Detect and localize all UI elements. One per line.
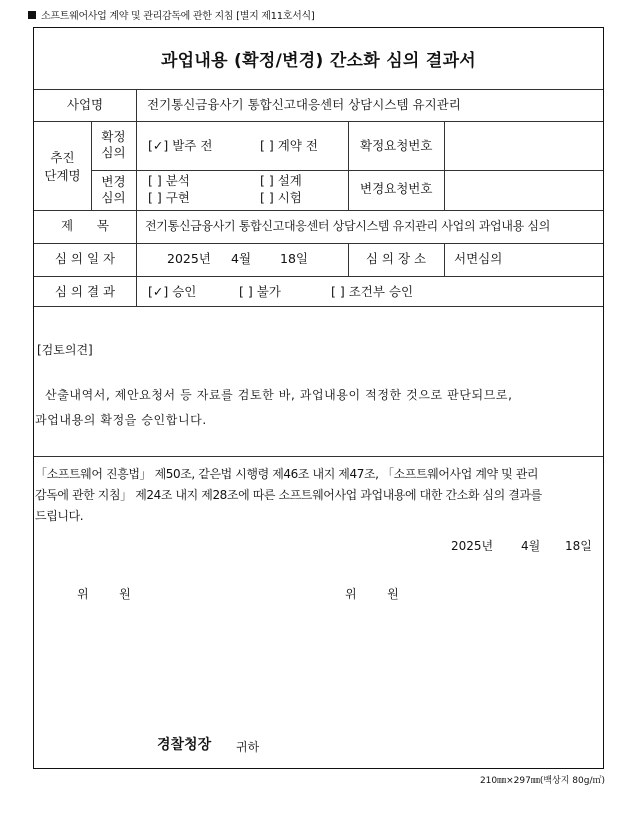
square-bullet-icon bbox=[28, 11, 36, 19]
confirm-checkbox-before-contract[interactable]: [ ] 계약 전 bbox=[260, 138, 318, 153]
form-reference bbox=[28, 7, 314, 22]
opinion-line2: 과업내용의 확정을 승인합니다. bbox=[35, 413, 207, 427]
law-line3: 드립니다. bbox=[35, 509, 84, 523]
result-checkbox-approve[interactable]: [✓] 승인 bbox=[148, 284, 197, 299]
business-name-value: 전기통신금융사기 통합신고대응센터 상담시스템 유지관리 bbox=[147, 97, 461, 112]
confirm-label-line2: 심의 bbox=[101, 145, 126, 160]
law-line2: 감독에 관한 지침」 제24조 내지 제28조에 따른 소프트웨어사업 과업내용에 대한 간소화 심의 결과를 bbox=[35, 488, 542, 502]
row-divider bbox=[34, 121, 603, 122]
column-divider bbox=[136, 89, 137, 306]
subject-value: 전기통신금융사기 통합신고대응센터 상담시스템 유지관리 사업의 과업내용 심의 bbox=[145, 219, 551, 233]
page-title: 과업내용 (확정/변경) 간소화 심의 결과서 bbox=[160, 51, 477, 71]
review-date-year: 2025년 bbox=[167, 251, 211, 266]
row-divider bbox=[34, 89, 603, 90]
form-reference-text: 소프트웨어사업 계약 및 관리감독에 관한 지침 [별지 제11호서식] bbox=[41, 11, 315, 22]
member1-label: 위 원 bbox=[77, 587, 131, 601]
section-divider bbox=[34, 456, 603, 457]
review-date-day: 18일 bbox=[280, 251, 308, 266]
sign-date-day: 18일 bbox=[565, 539, 592, 553]
row-divider bbox=[91, 170, 603, 171]
result-form bbox=[33, 27, 604, 769]
column-divider bbox=[444, 243, 445, 276]
column-divider bbox=[444, 121, 445, 210]
confirm-label-line1: 확정 bbox=[101, 129, 126, 144]
review-date-label: 심 의 일 자 bbox=[54, 251, 116, 266]
confirm-request-number-label: 확정요청번호 bbox=[360, 138, 433, 153]
change-checkbox-design[interactable]: [ ] 설계 bbox=[260, 173, 302, 188]
change-checkbox-analysis[interactable]: [ ] 분석 bbox=[148, 173, 190, 188]
row-divider bbox=[34, 243, 603, 244]
stage-label-line1: 추진 bbox=[50, 150, 75, 165]
result-checkbox-conditional[interactable]: [ ] 조건부 승인 bbox=[331, 284, 414, 299]
review-date-month: 4월 bbox=[231, 251, 252, 266]
change-checkbox-test[interactable]: [ ] 시험 bbox=[260, 190, 302, 205]
sign-date-year: 2025년 bbox=[451, 539, 494, 553]
opinion-label: [검토의견] bbox=[37, 343, 93, 357]
row-divider bbox=[34, 210, 603, 211]
stage-label-line2: 단계명 bbox=[44, 168, 81, 183]
review-place-value: 서면심의 bbox=[454, 251, 503, 266]
recipient: 경찰청장 bbox=[157, 737, 212, 753]
subject-label: 제 목 bbox=[61, 218, 109, 233]
row-divider bbox=[34, 276, 603, 277]
sign-date-month: 4월 bbox=[521, 539, 541, 553]
opinion-line1: 산출내역서, 제안요청서 등 자료를 검토한 바, 과업내용이 적정한 것으로 판단되므로, bbox=[45, 388, 513, 402]
law-line1: 「소프트웨어 진흥법」 제50조, 같은법 시행령 제46조 내지 제47조, 「소프트웨어사업 계약 및 관리 bbox=[35, 467, 539, 481]
member2-label: 위 원 bbox=[345, 587, 399, 601]
change-request-number-label: 변경요청번호 bbox=[360, 181, 433, 196]
change-label-line2: 심의 bbox=[101, 190, 126, 205]
business-name-label: 사업명 bbox=[66, 97, 104, 112]
change-label-line1: 변경 bbox=[101, 174, 126, 189]
column-divider bbox=[348, 121, 349, 210]
result-checkbox-reject[interactable]: [ ] 불가 bbox=[239, 284, 281, 299]
review-place-label: 심 의 장 소 bbox=[365, 251, 427, 266]
honorific: 귀하 bbox=[236, 740, 260, 754]
paper-spec: 210㎜×297㎜(백상지 80g/㎡) bbox=[479, 776, 605, 786]
review-result-label: 심 의 결 과 bbox=[54, 284, 116, 299]
confirm-checkbox-before-order[interactable]: [✓] 발주 전 bbox=[148, 138, 213, 153]
row-divider bbox=[34, 306, 603, 307]
change-checkbox-implementation[interactable]: [ ] 구현 bbox=[148, 190, 190, 205]
